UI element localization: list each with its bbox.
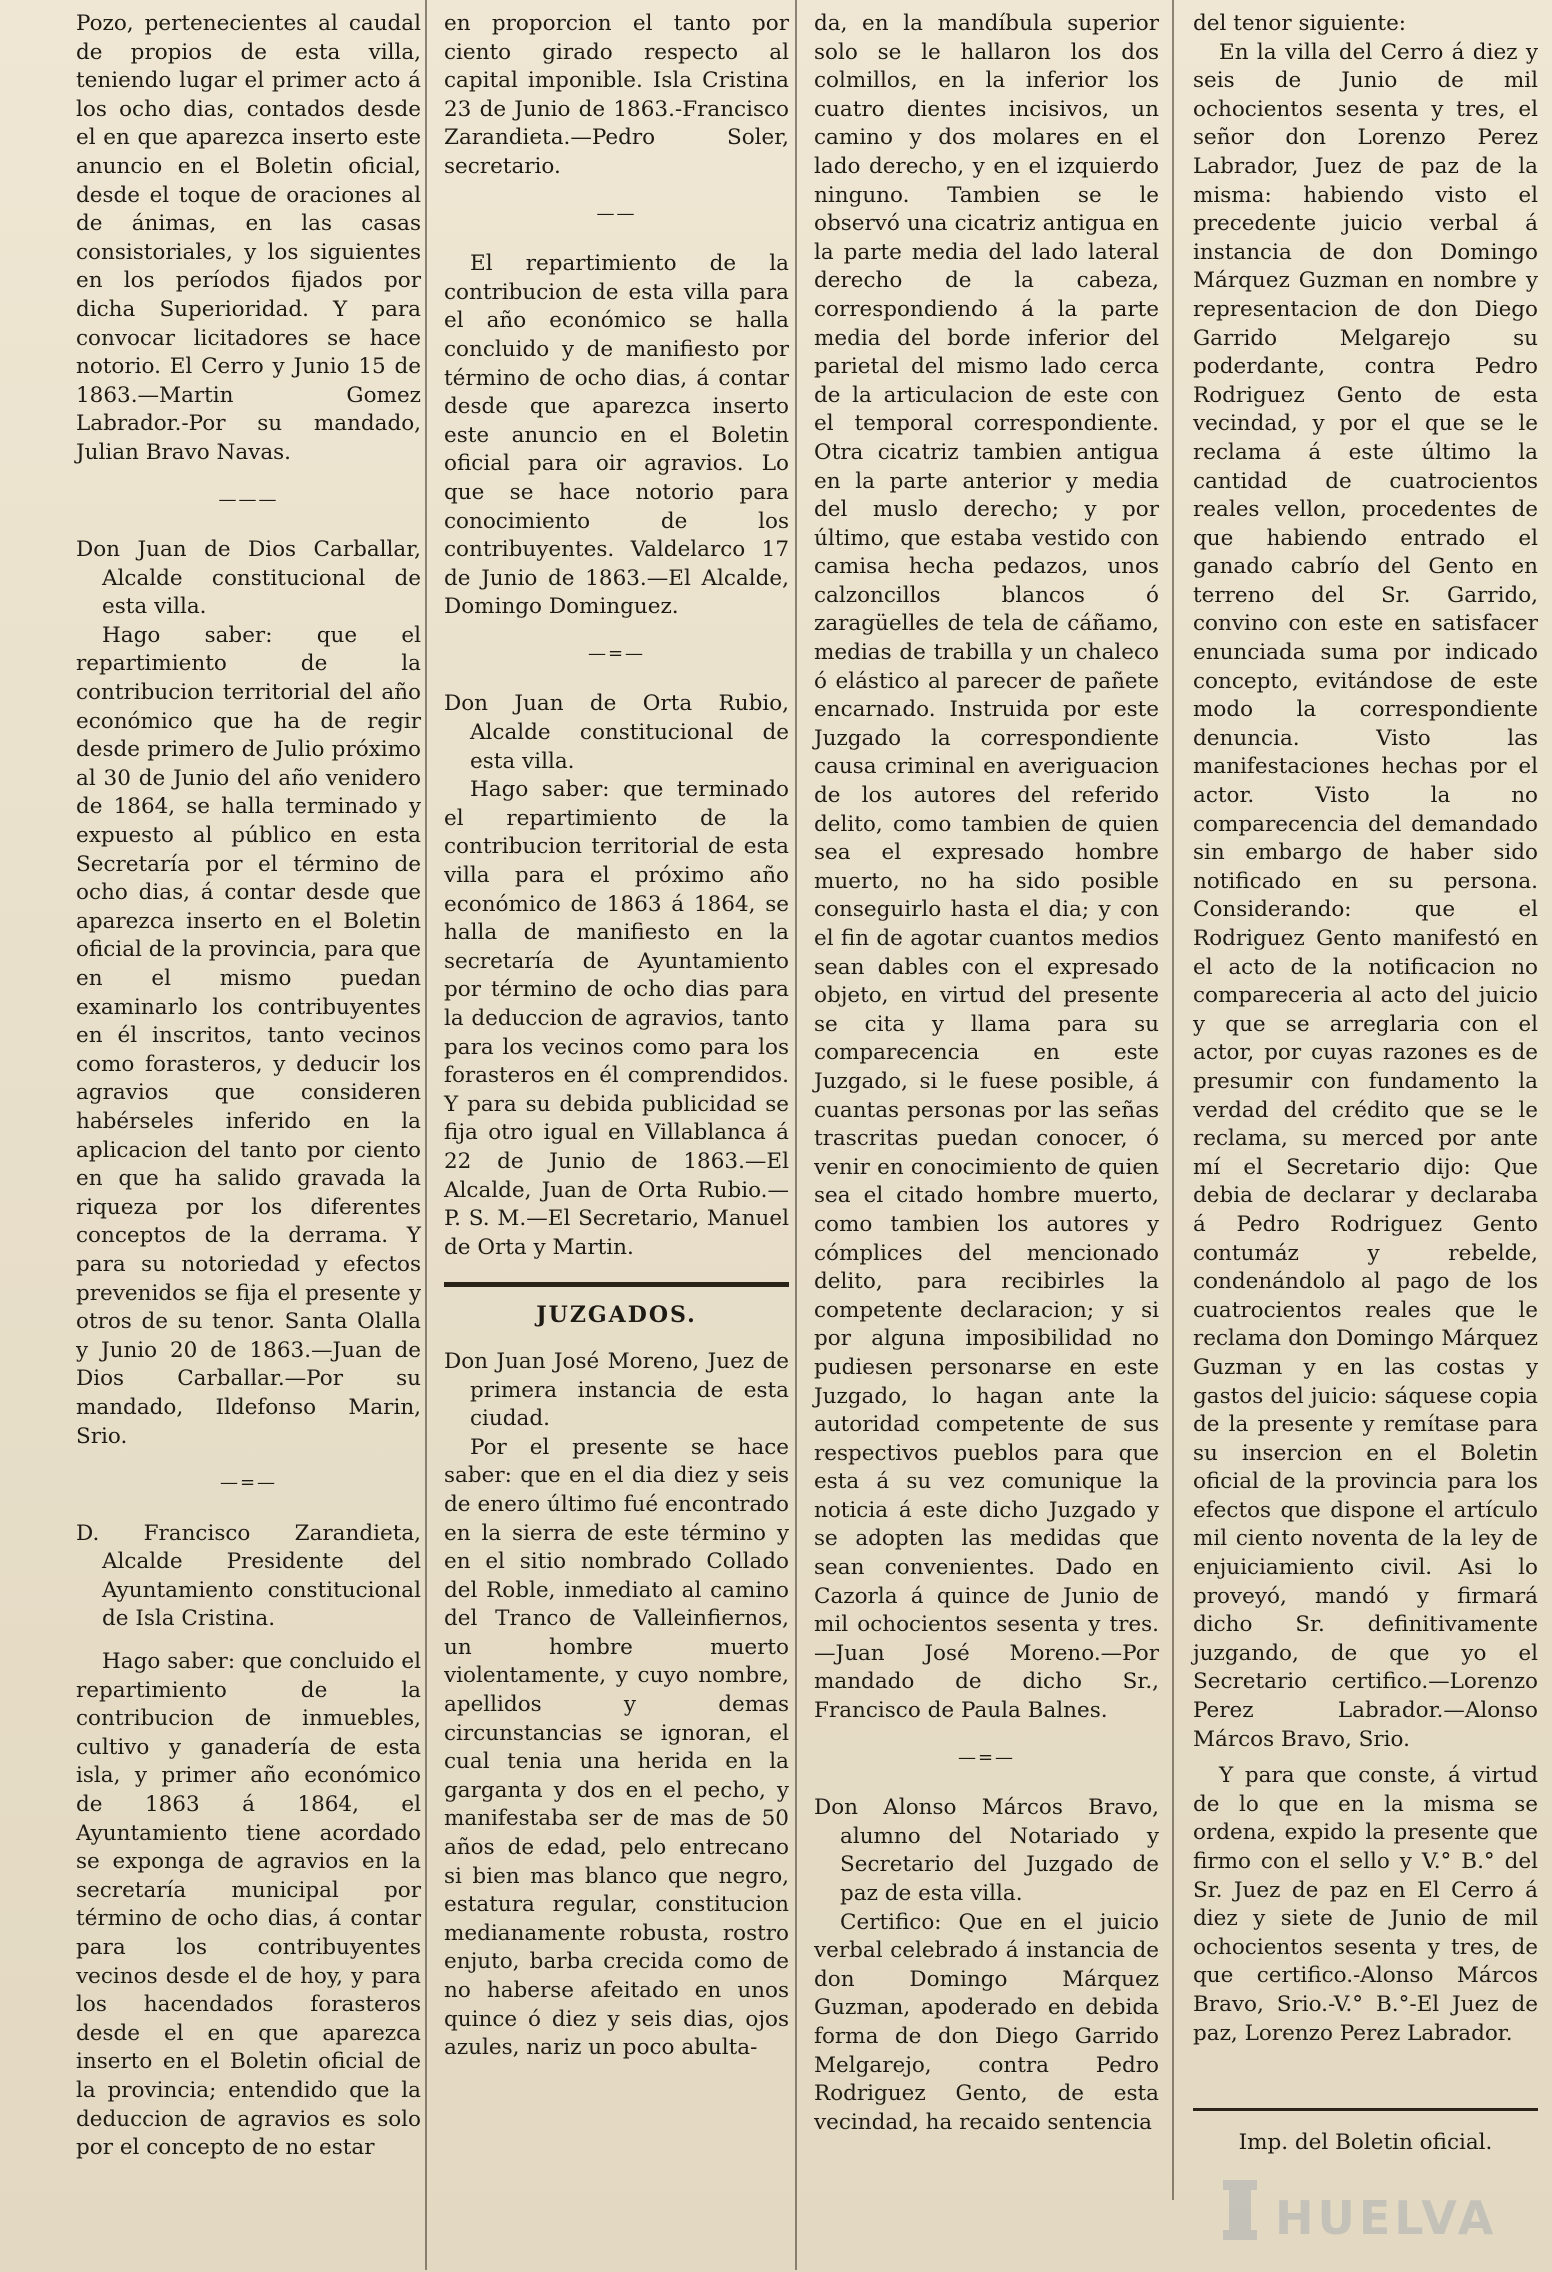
- notice-paragraph: del tenor siguiente:: [1193, 11, 1407, 36]
- column-1: [76, 10, 421, 2163]
- section-rule: [1193, 2108, 1538, 2111]
- section-separator: —=—: [957, 1746, 1016, 1768]
- column-rule: [795, 0, 797, 2270]
- section-separator: ———: [218, 488, 279, 510]
- notice-header: Don Juan de Dios Carballar, Alcalde constitucional de esta villa.: [76, 537, 421, 620]
- svg-text:HUELVA: HUELVA: [1275, 2191, 1498, 2245]
- column-3: [814, 10, 1159, 2137]
- notice-paragraph: Hago saber: que el repartimiento de la contribucion territorial del año económico que ha de regir desde primero de Julio próximo al 30 de Junio del año venidero de 1864, se halla terminado y expuesto al público en esta Secretaría por el término de ocho dias, á contar desde que aparezca inserto en el Boletin oficial de la provincia, para que en el mismo puedan examinarlo los contribuyentes en él inscritos, tanto vecinos como forasteros, y deducir los agravios que consideren habérseles inferido en la aplicacion del tanto por ciento en que ha salido gravada la riqueza por los diferentes conceptos de la derrama. Y para su notoriedad y efectos prevenidos se fija el presente y otros de su tenor. Santa Olalla y Junio 20 de 1863.—Juan de Dios Carballar.—Por su mandado, Ildefonso Marin, Srio.: [76, 622, 421, 1449]
- imprint-line: Imp. del Boletin oficial.: [1238, 2130, 1493, 2156]
- notice-paragraph: Y para que conste, á virtud de lo que en la misma se ordena, expido la presente que firmo con el sello y V.° B.° del Sr. Juez de paz en El Cerro á diez y siete de Junio de mil ochocientos sesenta y tres, de que certifico.-Alonso Márcos Bravo, Srio.-V.° B.°-El Juez de paz, Lorenzo Perez Labrador.: [1193, 1763, 1538, 2046]
- section-separator: —=—: [219, 1472, 278, 1494]
- notice-header: Don Alonso Márcos Bravo, alumno del Notariado y Secretario del Juzgado de paz de esta villa.: [814, 1795, 1159, 1906]
- notice-paragraph: Hago saber: que concluido el repartimiento de la contribucion de inmuebles, cultivo y ganadería de esta isla, y primer año económico de 1863 á 1864, el Ayuntamiento tiene acordado se exponga de agravios en la secretaría municipal por término de ocho dias, á contar para los contribuyentes vecinos desde el de hoy, y para los hacendados forasteros desde el en que aparezca inserto en el Boletin oficial de la provincia; entendido que la deduccion de agravios es solo por el concepto de no estar: [76, 1649, 421, 2161]
- notice-header: Don Juan de Orta Rubio, Alcalde constitucional de esta villa.: [444, 691, 789, 774]
- section-rule: [444, 1282, 789, 1287]
- section-heading: JUZGADOS.: [536, 1302, 697, 1329]
- notice-header: Don Juan José Moreno, Juez de primera instancia de esta ciudad.: [444, 1348, 789, 1432]
- section-separator: ——: [596, 202, 637, 224]
- notice-paragraph: Por el presente se hace saber: que en el dia diez y seis de enero último fué encontrado en la sierra de este término y en el sitio nombrado Collado del Roble, inmediato al camino del Tranco de Valleinfiernos, un hombre muerto violentamente, y cuyo nombre, apellidos y demas circunstancias se ignoran, el cual tenia una herida en la garganta y dos en el pecho, y manifestaba ser de mas de 50 años de edad, pelo entrecano si bien mas blanco que negro, estatura regular, constitucion medianamente robusta, rostro enjuto, barba crecida como de no haberse afeitado en unos quince ó diez y seis dias, ojos azules, nariz un poco abulta-: [444, 1434, 789, 2061]
- notice-paragraph: da, en la mandíbula superior solo se le hallaron los dos colmillos, en la inferior los cuatro dientes incisivos, un camino y dos molares en el lado derecho, y en el izquierdo ninguno. Tambien se le observó una cicatriz antigua en la parte media del lado lateral derecho de la cabeza, correspondiendo á la parte media del borde inferior del parietal del mismo lado cerca de la articulacion de este con el temporal correspondiente. Otra cicatriz tambien antigua en la parte anterior y media del muslo derecho; y por último, que estaba vestido con camisa hecha pedazos, unos calzoncillos blancos ó zaragüelles de tela de cáñamo, medias de trabilla y un chaleco ó elástico al parecer de pañete encarnado. Instruida por este Juzgado la correspondiente causa criminal en averiguacion de los autores del referido delito, como tambien de quien sea el expresado hombre muerto, no ha sido posible conseguirlo hasta el dia; y con el fin de agotar cuantos medios sean dables con el expresado objeto, en virtud del presente se cita y llama para su comparecencia en este Juzgado, si le fuese posible, á cuantas personas por las señas trascritas puedan conocer, ó venir en conocimiento de quien sea el citado hombre muerto, como tambien los autores y cómplices del mencionado delito, para recibirles la competente declaracion; y si por alguna imposibilidad no pudiesen personarse en este Juzgado, lo hagan ante la autoridad competente de sus respectivos pueblos para que esta á su vez comunique la noticia á este dicho Juzgado y se adopten las medidas que sean convenientes. Dado en Cazorla á quince de Junio de mil ochocientos sesenta y tres.—Juan José Moreno.—Por mandado de dicho Sr., Francisco de Paula Balnes.: [814, 11, 1159, 1724]
- notice-header: D. Francisco Zarandieta, Alcalde Presidente del Ayuntamiento constitucional de Isla Cristina.: [76, 1520, 421, 1632]
- column-rule: [425, 0, 427, 2270]
- notice-paragraph: Certifico: Que en el juicio verbal celebrado á instancia de don Domingo Márquez Guzman, apoderado en debida forma de don Diego Garrido Melgarejo, contra Pedro Rodriguez Gento, de esta vecindad, ha recaido sentencia: [814, 1909, 1159, 2135]
- notice-paragraph: En la villa del Cerro á diez y seis de Junio de mil ochocientos sesenta y tres, el señor don Lorenzo Perez Labrador, Juez de paz de la misma: habiendo visto el precedente juicio verbal á instancia de don Domingo Márquez Guzman en nombre y representacion de don Diego Garrido Melgarejo su poderdante, contra Pedro Rodriguez Gento de esta vecindad, y por el que se le reclama á este último la cantidad de cuatrocientos reales vellon, procedentes de que habiendo entrado el ganado cabrío del Gento en terreno del Sr. Garrido, convino con este en satisfacer enunciada suma por indicado concepto, evitándose de este modo la correspondiente denuncia. Visto las manifestaciones hechas por el actor. Visto la no comparecencia del demandado sin embargo de haber sido notificado en su persona. Considerando: que el Rodriguez Gento manifestó en el acto de la notificacion no compareceria al acto del juicio y que se arreglaria con el actor, por cuyas razones es de presumir con fundamento la verdad del crédito que se le reclama, su merced por ante mí el Secretario dijo: Que debia de declarar y declaraba á Pedro Rodriguez Gento contumáz y rebelde, condenándolo al pago de los cuatrocientos reales que le reclama don Domingo Márquez Guzman y en las costas y gastos del juicio: sáquese copia de la presente y remítase para su insercion en el Boletin oficial de la provincia para los efectos que dispone el artículo mil ciento noventa de la ley de enjuiciamiento civil. Asi lo proveyó, mandó y firmará dicho Sr. definitivamente juzgando, de que yo el Secretario certifico.—Lorenzo Perez Labrador.—Alonso Márcos Bravo, Srio.: [1193, 39, 1538, 1752]
- column-rule: [1172, 0, 1174, 2200]
- notice-paragraph: en proporcion el tanto por ciento girado respecto al capital imponible. Isla Cristina 23 de Junio de 1863.-Francisco Zarandieta.—Pedro Soler, secretario.: [444, 11, 789, 179]
- section-separator: —=—: [587, 642, 646, 664]
- archive-watermark: [1205, 2160, 1535, 2260]
- column-4: [1193, 10, 1538, 2158]
- notice-paragraph: Pozo, pertenecientes al caudal de propios de esta villa, teniendo lugar el primer acto á los ocho dias, contados desde el en que aparezca inserto este anuncio en el Boletin oficial, desde el toque de oraciones al de ánimas, en las casas consistoriales, y los siguientes en los períodos fijados por dicha Superioridad. Y para convocar licitadores se hace notorio. El Cerro y Junio 15 de 1863.—Martin Gomez Labrador.-Por su mandado, Julian Bravo Navas.: [76, 11, 421, 465]
- notice-paragraph: El repartimiento de la contribucion de esta villa para el año económico se halla concluido y de manifiesto por término de ocho dias, á contar desde que aparezca inserto este anuncio en el Boletin oficial para oir agravios. Lo que se hace notorio para conocimiento de los contribuyentes. Valdelarco 17 de Junio de 1863.—El Alcalde, Domingo Dominguez.: [444, 251, 789, 620]
- column-2: [444, 10, 789, 2063]
- notice-paragraph: Hago saber: que terminado el repartimiento de la contribucion territorial de esta villa para el próximo año económico de 1863 á 1864, se halla de manifiesto en la secretaría de Ayuntamiento por término de ocho dias para la deduccion de agravios, tanto para los vecinos como para los forasteros en él comprendidos. Y para su debida publicidad se fija otro igual en Villablanca á 22 de Junio de 1863.—El Alcalde, Juan de Orta Rubio.—P. S. M.—El Secretario, Manuel de Orta y Martin.: [444, 777, 789, 1260]
